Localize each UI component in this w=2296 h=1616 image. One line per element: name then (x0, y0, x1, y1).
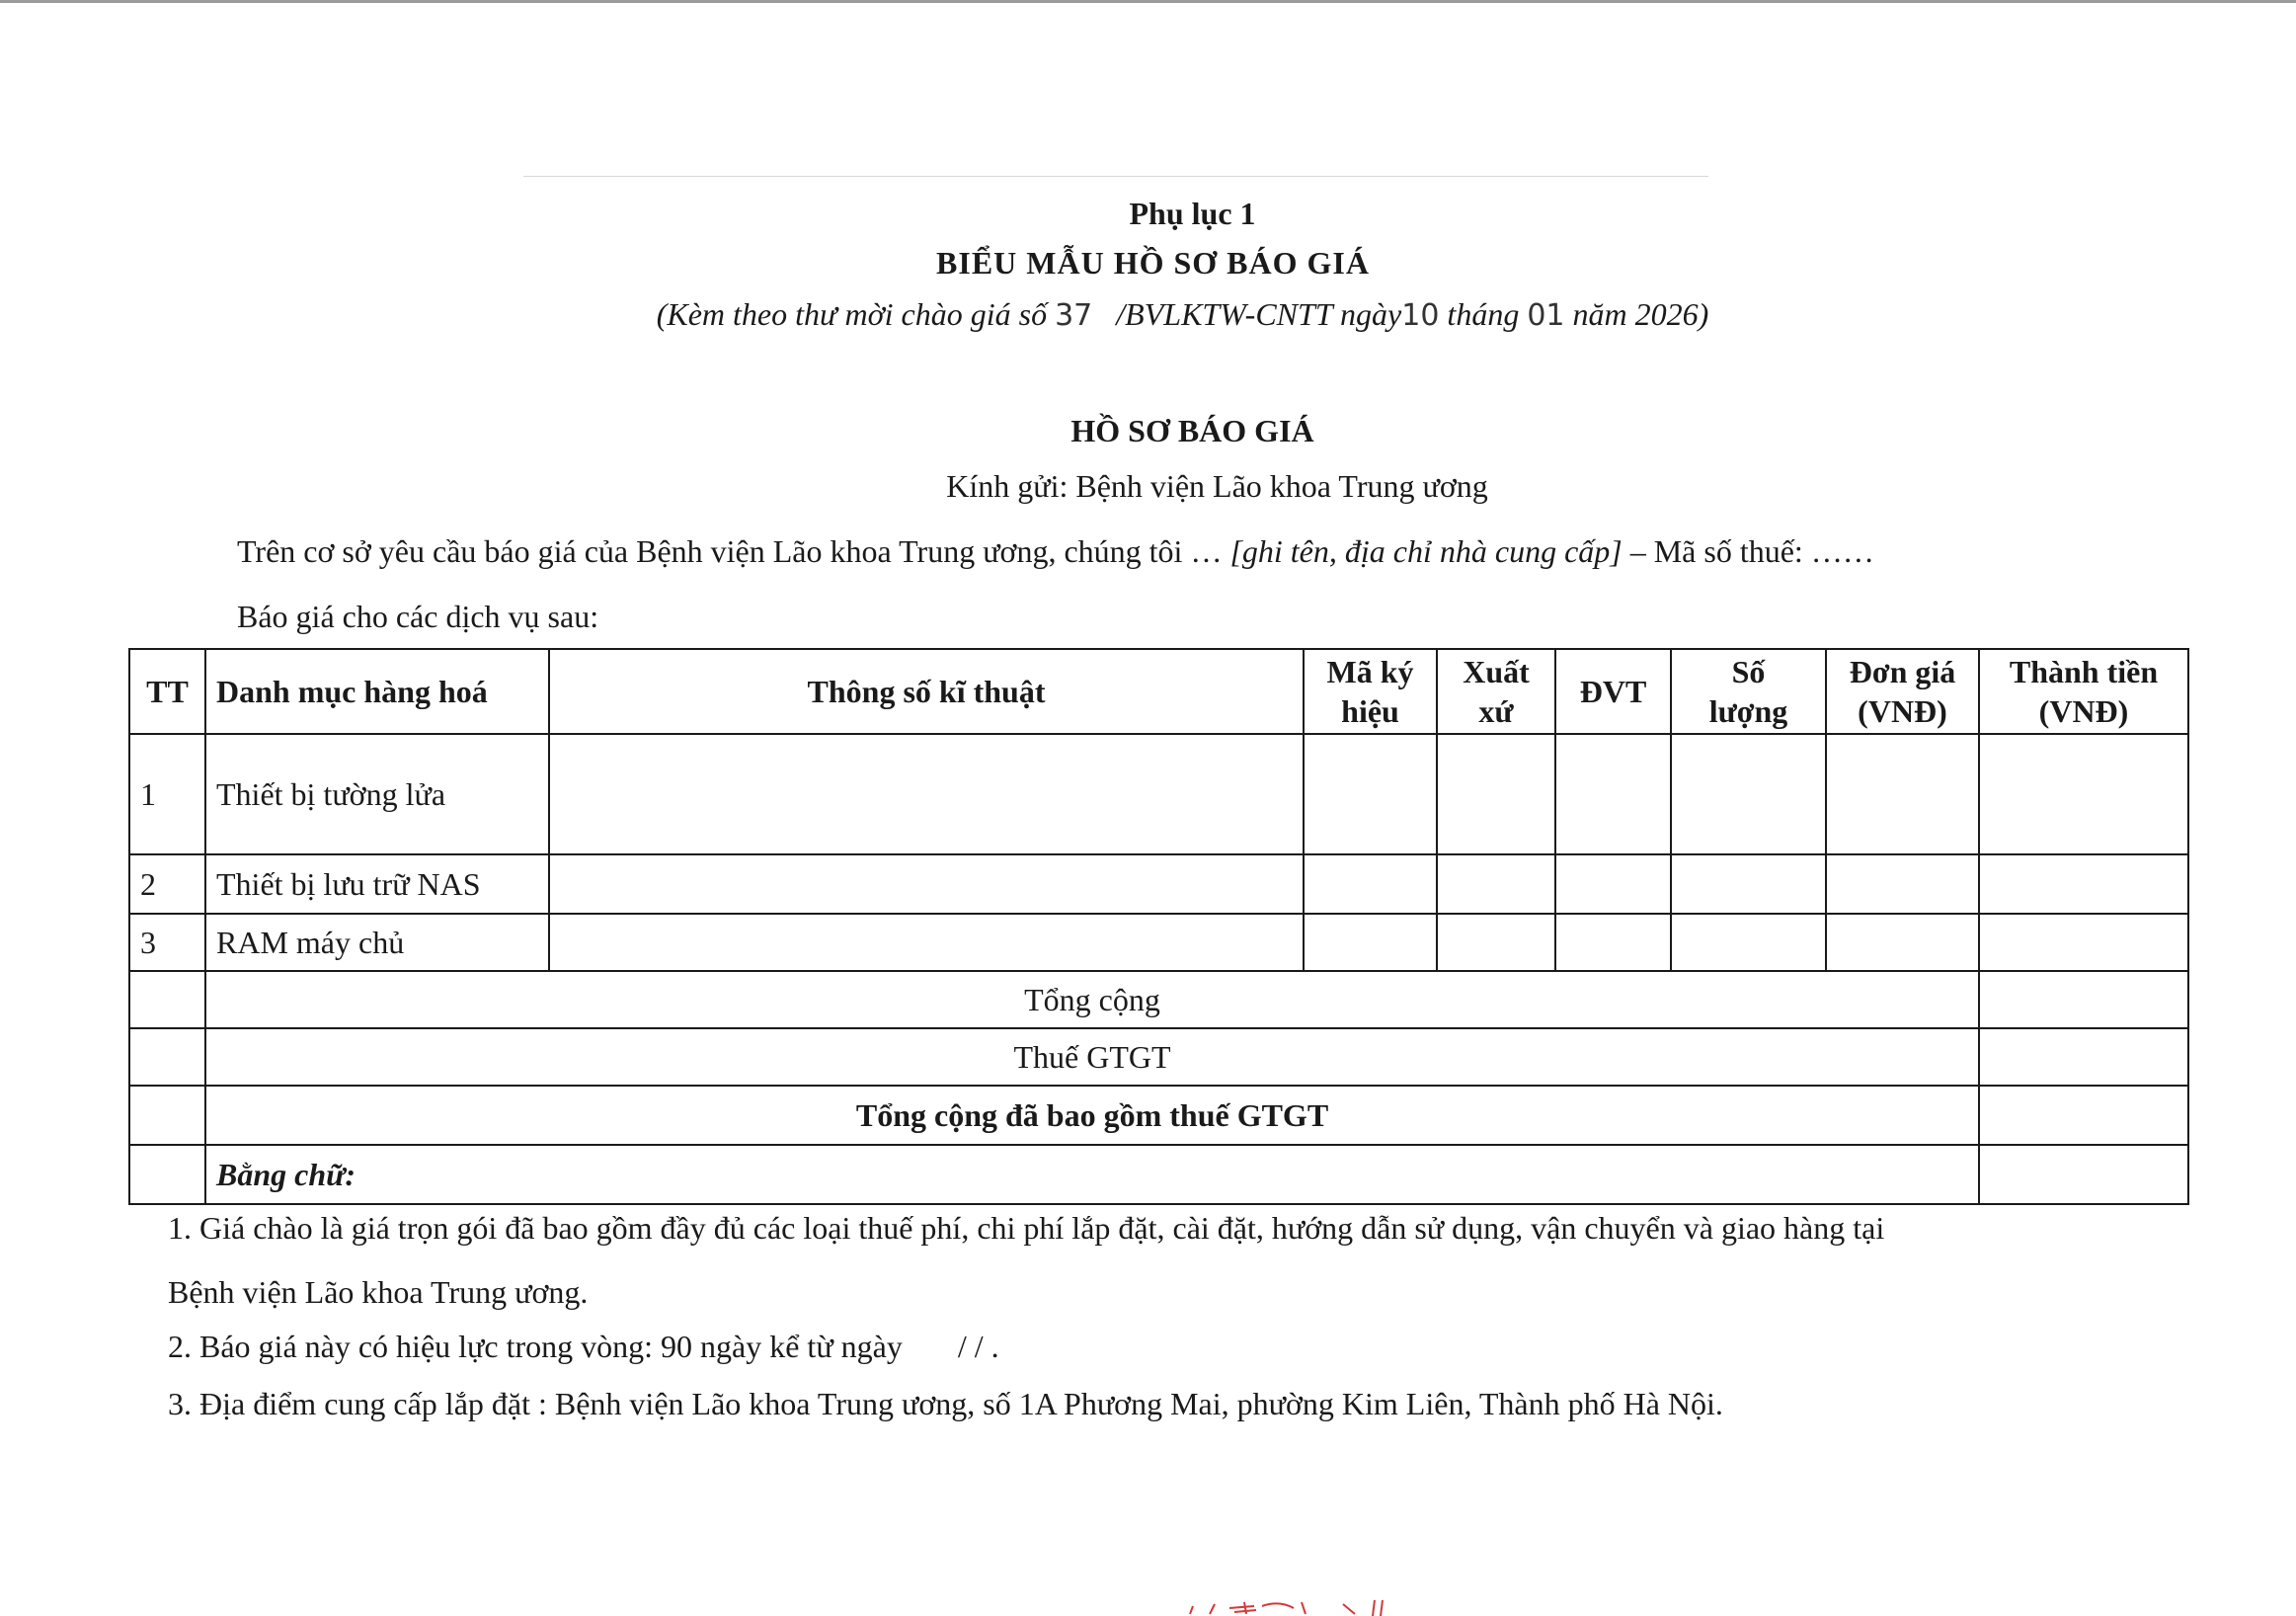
table-header-row (129, 649, 2188, 734)
attach-prefix: (Kèm theo thư mời chào giá số (656, 296, 1048, 332)
note-2-text: 2. Báo giá này có hiệu lực trong vòng: 90 ngày kể từ ngày (168, 1329, 903, 1364)
header-price (1826, 649, 1979, 734)
header-model (1304, 649, 1437, 734)
row-qty (1671, 734, 1826, 854)
vat-amount (1979, 1028, 2188, 1086)
in-words-row (129, 1145, 2188, 1204)
row-item: Thiết bị tường lửa (205, 734, 549, 854)
row-unit (1555, 734, 1671, 854)
header-qty-2: lượng (1708, 693, 1788, 729)
row-qty (1671, 854, 1826, 914)
handwritten-month: 01 (1527, 298, 1565, 333)
handwritten-day: 10 (1401, 298, 1440, 333)
attach-mid-2: tháng (1447, 296, 1520, 332)
header-unit: ĐVT (1555, 649, 1671, 734)
header-model-2: hiệu (1341, 693, 1399, 729)
letter-number: 37 (1055, 298, 1093, 333)
row-amount (1979, 914, 2188, 971)
row-spec (549, 854, 1304, 914)
subtotal-amount (1979, 971, 2188, 1028)
header-item: Danh mục hàng hoá (205, 649, 549, 734)
row-amount (1979, 734, 2188, 854)
header-origin-1: Xuất (1463, 654, 1530, 689)
form-title: BIỂU MẪU HỒ SƠ BÁO GIÁ (936, 245, 1370, 281)
subtotal-label: Tổng cộng (205, 971, 1979, 1028)
note-3: 3. Địa điểm cung cấp lắp đặt : Bệnh viện Lão khoa Trung ương, số 1A Phương Mai, phường Kim Liên, Thành phố Hà Nội. (168, 1386, 1723, 1421)
total-amount (1979, 1086, 2188, 1145)
table-row (129, 854, 2188, 914)
in-words-amount (1979, 1145, 2188, 1204)
header-model-1: Mã ký (1326, 654, 1414, 689)
vat-row (129, 1028, 2188, 1086)
row-spec (549, 914, 1304, 971)
quotation-table (128, 648, 2189, 1205)
intro-prefix: Trên cơ sở yêu cầu báo giá của Bệnh viện Lão khoa Trung ương, chúng tôi … (237, 533, 1223, 569)
header-price-1: Đơn giá (1849, 654, 1956, 689)
row-item: Thiết bị lưu trữ NAS (205, 854, 549, 914)
vat-label: Thuế GTGT (205, 1028, 1979, 1086)
total-label: Tổng cộng đã bao gồm thuế GTGT (205, 1086, 1979, 1145)
row-price (1826, 914, 1979, 971)
intro-placeholder: [ghi tên, địa chỉ nhà cung cấp] (1229, 533, 1623, 569)
row-model (1304, 914, 1437, 971)
in-words-label: Bằng chữ: (205, 1145, 1979, 1204)
row-tt: 1 (129, 734, 205, 854)
row-origin (1437, 914, 1555, 971)
total-row (129, 1086, 2188, 1145)
row-tt: 2 (129, 854, 205, 914)
header-origin (1437, 649, 1555, 734)
header-tt: TT (129, 649, 205, 734)
appendix-label: Phụ lục 1 (1129, 196, 1256, 231)
row-spec (549, 734, 1304, 854)
recipient-line: Kính gửi: Bệnh viện Lão khoa Trung ương (946, 468, 1488, 504)
row-tt: 3 (129, 914, 205, 971)
header-amount-2: (VNĐ) (2038, 693, 2129, 729)
intro-paragraph (237, 533, 1874, 570)
table-row (129, 734, 2188, 854)
document-title: HỒ SƠ BÁO GIÁ (1070, 413, 1314, 448)
row-unit (1555, 854, 1671, 914)
note-1-line-1: 1. Giá chào là giá trọn gói đã bao gồm đầy đủ các loại thuế phí, chi phí lắp đặt, cài đặt, hướng dẫn sử dụng, vận chuyển và giao hàng tại (168, 1210, 1885, 1246)
row-qty (1671, 914, 1826, 971)
scan-top-edge (0, 0, 2296, 3)
header-amount (1979, 649, 2188, 734)
red-handwritten-mark (1185, 1586, 1481, 1616)
header-qty-1: Số (1731, 654, 1766, 689)
attach-mid-1: /BVLKTW-CNTT ngày (1116, 296, 1402, 332)
attachment-reference (35, 296, 2296, 333)
note-1-line-2: Bệnh viện Lão khoa Trung ương. (168, 1274, 589, 1310)
attach-suffix: năm 2026) (1572, 296, 1709, 332)
row-price (1826, 854, 1979, 914)
services-line: Báo giá cho các dịch vụ sau: (237, 599, 599, 634)
row-item: RAM máy chủ (205, 914, 549, 971)
row-price (1826, 734, 1979, 854)
header-spec: Thông số kĩ thuật (549, 649, 1304, 734)
note-2-date-blank: / / . (957, 1329, 999, 1364)
row-model (1304, 734, 1437, 854)
note-2 (168, 1329, 999, 1365)
row-amount (1979, 854, 2188, 914)
intro-suffix: – Mã số thuế: …… (1629, 533, 1874, 569)
subtotal-tt (129, 971, 205, 1028)
header-qty (1671, 649, 1826, 734)
subtotal-row (129, 971, 2188, 1028)
header-price-2: (VNĐ) (1858, 693, 1947, 729)
row-unit (1555, 914, 1671, 971)
row-model (1304, 854, 1437, 914)
row-origin (1437, 734, 1555, 854)
scan-faint-line (523, 176, 1708, 177)
total-tt (129, 1086, 205, 1145)
header-origin-2: xứ (1478, 693, 1514, 729)
header-amount-1: Thành tiền (2009, 654, 2159, 689)
vat-tt (129, 1028, 205, 1086)
row-origin (1437, 854, 1555, 914)
in-words-tt (129, 1145, 205, 1204)
table-row (129, 914, 2188, 971)
